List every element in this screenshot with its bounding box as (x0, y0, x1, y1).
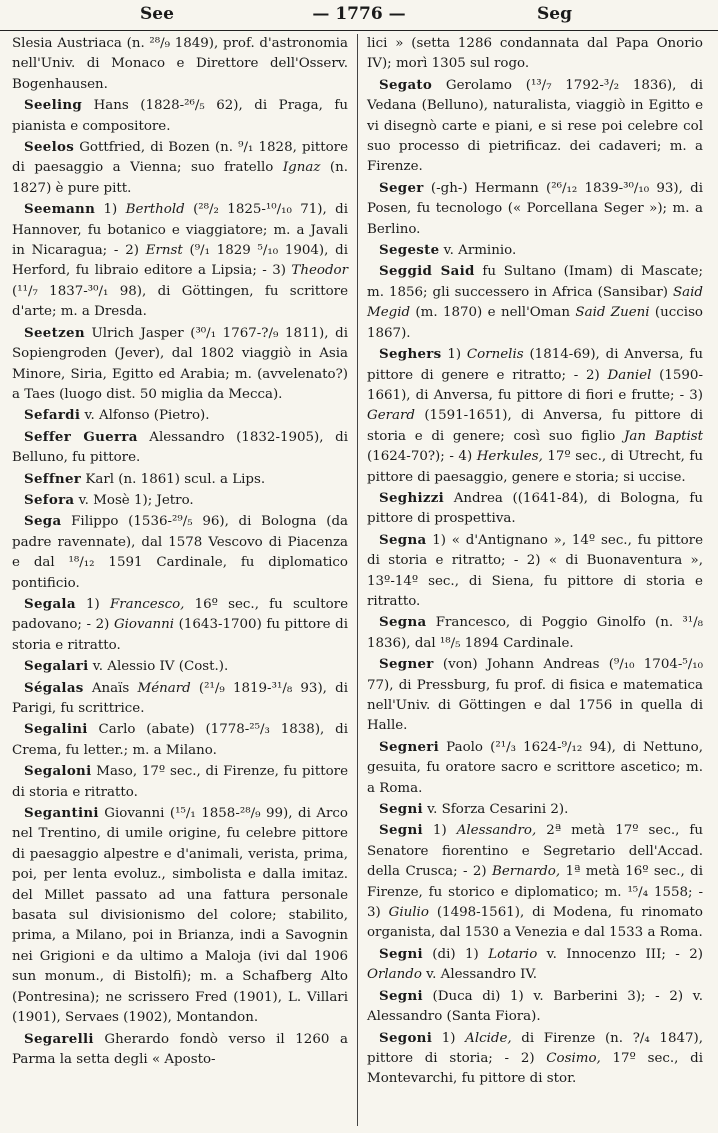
entry-headword: Segni (379, 987, 423, 1004)
dictionary-entry (12, 95, 348, 137)
dictionary-entry (367, 261, 703, 344)
entry-headword: Segner (379, 656, 434, 673)
entry-text: (⁹/₁ 1829 ⁵/₁₀ 1904), di Herford, fu libraio editore a Lipsia; - 3) (12, 243, 348, 279)
entry-text: (1591-1651), di Anversa, fu pittore di storia e di genere; così suo figlio (367, 408, 703, 444)
entry-headword: Segni (379, 945, 423, 962)
entry-text: (ucciso 1867). (367, 305, 703, 341)
dictionary-entry (12, 761, 348, 803)
entry-italic-name: Said Megid (367, 284, 703, 321)
entry-text: Karl (n. 1861) scul. a Lips. (81, 471, 266, 487)
entry-italic-name: Berthold (125, 202, 185, 218)
entry-text: Gottfried, di Bozen (n. ⁹/₁ 1828, pittore di paesaggio a Vienna; suo fratello (12, 140, 348, 176)
entry-italic-name: Gerard (367, 408, 415, 424)
entry-text: (n. 1827) è pure pitt. (12, 160, 348, 196)
entry-text: Ulrich Jasper (³⁰/₁ 1767-?/₉ 1811), di Sopiengroden (Jever), dal 1802 viaggiò in Asia Minore, Siria, Egitto ed Arabia; m. (avvelenato?) a Taes (luogo dist. 50 miglia da Mecca). (12, 325, 348, 402)
dictionary-entry (12, 405, 348, 426)
entry-headword: Segoni (379, 1029, 433, 1046)
entry-italic-name: Cosimo, (546, 1050, 601, 1066)
dictionary-entry (367, 737, 703, 799)
dictionary-entry (12, 1029, 348, 1071)
entry-text: di Firenze (n. ?/₄ 1847), pittore di storia; - 2) (367, 1030, 703, 1066)
entry-text: 17º sec., di Montevarchi, fu pittore di stor. (367, 1050, 703, 1087)
entry-italic-name: Ignaz (282, 160, 321, 176)
entry-italic-name: Theodor (291, 263, 348, 279)
entry-text: Maso, 17º sec., di Firenze, fu pittore di storia e ritratto. (12, 764, 348, 800)
entry-text: (1590-1661), di Anversa, fu pittore di fiori e frutte; - 3) (367, 367, 703, 403)
entry-headword: Segarelli (24, 1030, 94, 1047)
entry-text: Gerolamo (¹³/₇ 1792-³/₂ 1836), di Vedana (Belluno), naturalista, viaggiò in Egitto e vi disegnò carte e piani, e si rese poi celebre col suo processo di pietrificaz. dei cadaveri; m. a Firenze. (367, 77, 703, 175)
entry-text: (di) 1) (422, 946, 489, 962)
entry-text: (²⁸/₂ 1825-¹⁰/₁₀ 71), di Hannover, fu botanico e viaggiatore; m. a Javali in Nicaragua; - 2) (12, 202, 348, 259)
entry-text: (m. 1870) e nell'Oman (410, 305, 576, 321)
dictionary-entry (367, 178, 703, 240)
entry-text: 16º sec., fu scultore padovano; - 2) (12, 596, 348, 633)
dictionary-entry (12, 199, 348, 322)
entry-text: Hans (1828-²⁶/₅ 62), di Praga, fu pianista e compositore. (12, 98, 348, 134)
entry-text: (1498-1561), di Modena, fu rinomato organista, dal 1530 a Venezia e dal 1533 a Roma. (367, 905, 703, 941)
entry-text: v. Arminio. (439, 243, 517, 259)
entry-headword: Seger (379, 179, 424, 196)
dictionary-entry (12, 594, 348, 656)
entry-headword: Seghers (379, 346, 442, 363)
entry-text: (-gh-) Hermann (²⁶/₁₂ 1839-³⁰/₁₀ 93), di Posen, fu tecnologo (« Porcellana Seger »); m. a Berlino. (367, 180, 703, 237)
entry-headword: Segni (379, 801, 423, 818)
entry-text: 2ª metà 17º sec., fu Senatore fiorentino e Segretario dell'Accad. della Crusca; - 2) (367, 823, 703, 880)
entry-headword: Segala (24, 595, 76, 612)
dictionary-entry (367, 240, 703, 261)
entry-headword: Seetzen (24, 324, 85, 341)
entry-headword: Seffner (24, 470, 82, 487)
entry-headword: Segato (379, 76, 433, 93)
entry-headword: Seghizzi (379, 489, 445, 506)
entry-text: (Duca di) 1) v. Barberini 3); - 2) v. Alessandro (Santa Fiora). (367, 988, 703, 1025)
entry-text: Francesco, di Poggio Ginolfo (n. ³¹/₈ 1836), dal ¹⁸/₅ 1894 Cardinale. (367, 615, 703, 651)
entry-headword: Segneri (379, 738, 440, 755)
entry-italic-name: Francesco, (109, 596, 185, 612)
entry-text: 1) (75, 596, 110, 612)
dictionary-entry (367, 799, 703, 820)
entry-italic-name: Ménard (137, 680, 191, 696)
entry-text: 1) (432, 1030, 466, 1046)
dictionary-entry (367, 654, 703, 737)
entry-headword: Sefora (24, 491, 75, 508)
left-column (12, 34, 348, 1070)
entry-italic-name: Alcide, (465, 1030, 512, 1046)
entry-text: fu Sultano (Imam) di Mascate; m. 1856; gli successero in Africa (Sansibar) (367, 264, 703, 300)
entry-italic-name: Daniel (607, 367, 652, 383)
entry-italic-name: Ernst (145, 243, 183, 259)
entry-text: v. Alessandro IV. (421, 967, 538, 983)
dictionary-entry (367, 612, 703, 654)
entry-headword: Segantini (24, 805, 99, 822)
page-header (0, 0, 718, 31)
entry-text: (²¹/₉ 1819-³¹/₈ 93), di Parigi, fu scrittrice. (12, 680, 348, 716)
entry-italic-name: Herkules, (476, 449, 543, 465)
entry-text: Alessandro (1832-1905), di Belluno, fu pittore. (12, 429, 348, 466)
entry-text: v. Alessio IV (Cost.). (88, 659, 229, 675)
dictionary-entry (367, 1028, 703, 1090)
entry-headword: Segalari (24, 658, 89, 675)
entry-text: lici » (setta 1286 condannata dal Papa Onorio IV); morì 1305 sul rogo. (367, 36, 703, 72)
entry-italic-name: Giovanni (113, 617, 175, 633)
entry-text: 17º sec., di Utrecht, fu pittore di paesaggio, genere e storia; si uccise. (367, 449, 703, 485)
entry-italic-name: Jan Baptist (624, 428, 704, 444)
entry-text: (1814-69), di Anversa, fu pittore di genere e ritratto; - 2) (367, 347, 703, 383)
entry-italic-name: Lotario (488, 946, 538, 962)
entry-text: 1) (441, 347, 467, 363)
entry-text: Slesia Austriaca (n. ²⁸/₉ 1849), prof. d'astronomia nell'Univ. di Monaco e Direttore dell'Osserv. Bogenhausen. (12, 36, 348, 92)
entry-text: Gherardo fondò verso il 1260 a Parma la setta degli « Aposto- (12, 1031, 348, 1067)
header-left-guideword: See (140, 4, 174, 24)
dictionary-entry (12, 656, 348, 677)
dictionary-entry (367, 986, 703, 1028)
column-divider (357, 34, 358, 1126)
dictionary-entry (12, 719, 348, 761)
entry-text: 1) « d'Antignano », 14º sec., fu pittore di storia e ritratto; - 2) « di Buonaventura », 13º-14º sec., di Siena, fu pittore di storia e ritratto. (367, 532, 703, 609)
entry-text: (1643-1700) fu pittore di storia e ritratto. (12, 617, 348, 653)
entry-text: Paolo (²¹/₃ 1624-⁹/₁₂ 94), di Nettuno, gesuita, fu oratore sacro e scrittore ascetico; m. a Roma. (367, 739, 703, 796)
entry-italic-name: Bernardo, (492, 864, 561, 880)
entry-headword: Segna (379, 614, 427, 631)
entry-italic-name: Alessandro, (456, 823, 537, 839)
dictionary-entry (12, 469, 348, 490)
entry-headword: Sega (24, 513, 62, 530)
entry-headword: Segni (379, 822, 423, 839)
dictionary-entry (367, 820, 703, 943)
dictionary-entry (367, 488, 703, 530)
entry-headword: Segna (379, 531, 427, 548)
entry-headword: Seemann (24, 201, 96, 218)
entry-text: 1) (422, 823, 457, 839)
entry-text: Filippo (1536-²⁹/₅ 96), di Bologna (da padre ravennate), dal 1578 Vescovo di Piacenza e dal ¹⁸/₁₂ 1591 Cardinale, fu diplomatico pontificio. (12, 514, 348, 591)
dictionary-entry (367, 344, 703, 488)
dictionary-entry (367, 944, 703, 986)
entry-text: v. Alfonso (Pietro). (80, 408, 210, 424)
entry-text: (von) Johann Andreas (⁹/₁₀ 1704-⁵/₁₀ 77), di Pressburg, fu prof. di fisica e matematica nell'Univ. di Göttingen e dal 1756 in quella di Halle. (367, 657, 703, 734)
entry-text: 1ª metà 16º sec., di Firenze, fu storico e diplomatico; m. ¹⁵/₄ 1558; - 3) (367, 864, 703, 921)
entry-text: Andrea ((1641-84), di Bologna, fu pittore di prospettiva. (367, 490, 703, 527)
dictionary-entry (367, 530, 703, 613)
entry-headword: Seelos (24, 139, 75, 156)
entry-text: Giovanni (¹⁵/₁ 1858-²⁸/₉ 99), di Arco nel Trentino, di umile origine, fu celebre pittore di paesaggio alpestre e d'animali, verista, prima, poi, per lenta evoluz., simbolista e dalla imitaz. del Millet passato ad una fattura personale basata sul divisionismo del colore; stabilito, prima, a Milano, poi in Brianza, indi a Savognin nei Grigioni e da ultimo a Maloja (ivi dal 1906 sun monum., di Bistolfi); m. a Schafberg Alto (Pontresina); ne scrissero Fred (1901), L. Villari (1901), Servaes (1902), Montandon. (12, 806, 348, 1026)
entry-italic-name: Orlando (367, 967, 422, 983)
page-number: — 1776 — (312, 4, 406, 24)
dictionary-entry (12, 803, 348, 1028)
entry-text: Carlo (abate) (1778-²⁵/₃ 1838), di Crema, fu letter.; m. a Milano. (12, 722, 348, 758)
right-column (367, 34, 703, 1090)
entry-continuation (367, 34, 703, 75)
dictionary-entry (12, 323, 348, 406)
entry-text: 1) (95, 202, 126, 218)
entry-headword: Seeling (24, 97, 83, 114)
entry-headword: Segaloni (24, 763, 92, 780)
entry-headword: Seggid Said (379, 263, 475, 280)
header-right-guideword: Seg (537, 4, 572, 24)
dictionary-entry (12, 137, 348, 199)
dictionary-entry (12, 678, 348, 720)
entry-text: (¹¹/₇ 1837-³⁰/₁ 98), di Göttingen, fu scrittore d'arte; m. a Dresda. (12, 283, 348, 320)
entry-headword: Ségalas (24, 679, 84, 696)
entry-text: v. Mosè 1); Jetro. (74, 492, 194, 508)
dictionary-entry (12, 490, 348, 511)
dictionary-entry (12, 427, 348, 469)
entry-headword: Segalini (24, 721, 88, 738)
entry-headword: Segeste (379, 242, 440, 259)
entry-text: v. Sforza Cesarini 2). (422, 802, 569, 818)
entry-italic-name: Cornelis (466, 347, 524, 363)
entry-italic-name: Said Zueni (575, 305, 650, 321)
entry-italic-name: Giulio (388, 905, 429, 921)
entry-text: (1624-70?); - 4) (367, 449, 477, 465)
entry-continuation (12, 34, 348, 95)
entry-headword: Seffer Guerra (24, 428, 138, 445)
entry-text: v. Innocenzo III; - 2) (537, 946, 703, 962)
entry-text: Anaïs (83, 680, 138, 696)
dictionary-entry (367, 75, 703, 178)
dictionary-entry (12, 511, 348, 594)
entry-headword: Sefardi (24, 407, 81, 424)
